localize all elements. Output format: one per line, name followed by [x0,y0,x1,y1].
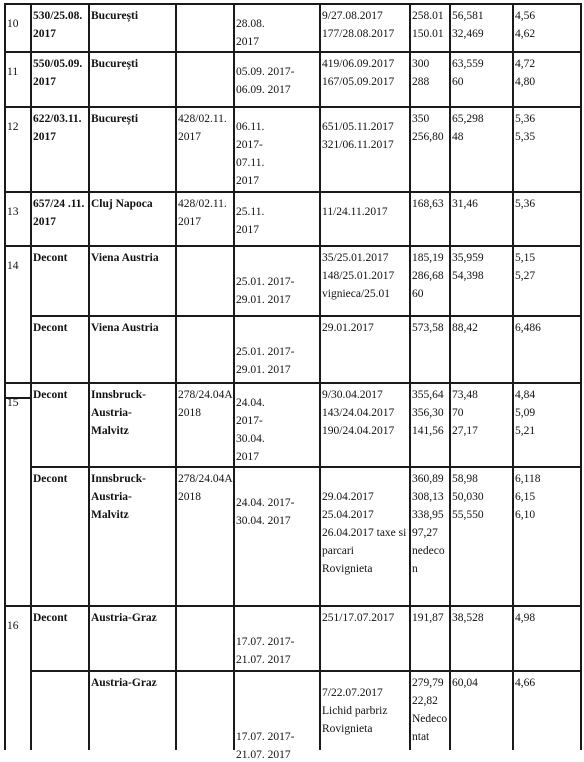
travel-period-line: 29.01. 2017 [236,294,291,306]
exchange-rate-line: 5,36 [515,113,536,125]
receipt-refs-line: 148/25.01.2017 [322,270,395,282]
exchange-rate-line: 5,36 [515,198,536,210]
order-ref-line: 428/02.11. [178,198,227,210]
travel-period-line: 2017 [236,224,259,236]
travel-period-line: 25.01. 2017- [236,346,295,358]
travel-period-line: 2017 [236,175,259,187]
amount-line: 22,82 [412,695,438,707]
receipt-refs-line: Rovignieta [322,723,373,735]
order-ref-line: 428/02.11. [178,113,227,125]
amount-line: 185,19 [412,252,444,264]
document-ref-line: 530/25.08. [33,10,83,22]
row-rule [30,315,580,317]
receipt-refs-line: 29.04.2017 [322,491,374,503]
row-number: 12 [7,121,19,133]
travel-period-line: 06.09. 2017 [236,84,291,96]
ron-value-line: 55,550 [452,509,484,521]
row-rule [4,382,580,384]
travel-period-line: 07.11. [236,157,265,169]
ron-value-line: 58,98 [452,473,478,485]
row-number: 15 [7,397,19,409]
travel-period-line: 25.11. [236,206,265,218]
amount-line: 258.01 [412,10,444,22]
receipt-refs-line: 177/28.08.2017 [322,28,395,40]
amount-line: 60 [412,288,424,300]
destination-line: București [91,58,139,70]
travel-period-line: 2017- [236,415,263,427]
destination-line: București [91,113,139,125]
exchange-rate-line: 6,486 [515,322,541,334]
order-ref-line: 278/24.04A [178,473,233,485]
row-rule [4,3,580,5]
row-rule [4,106,580,108]
row-rule [4,245,580,247]
amount-line: 355,64 [412,389,444,401]
exchange-rate-line: 5,27 [515,270,536,282]
ron-value-line: 88,42 [452,322,478,334]
receipt-refs-line: 419/06.09.2017 [322,58,395,70]
amount-line: ntat [412,731,430,743]
ron-value-line: 31,46 [452,198,478,210]
destination-line: Cluj Napoca [91,198,153,210]
order-ref-line: 278/24.04A [178,389,233,401]
ron-value-line: 56,581 [452,10,484,22]
document-ref-line: Decont [33,612,68,624]
document-ref-line: Decont [33,389,68,401]
receipt-refs-line: 143/24.04.2017 [322,407,395,419]
column-rule [580,3,582,750]
travel-period-line: 24.04. 2017- [236,497,295,509]
ron-value-line: 54,398 [452,270,484,282]
receipt-refs-line: vignieca/25.01 [322,288,391,300]
ron-value-line: 60,04 [452,677,478,689]
destination-line: Austria-Graz [91,677,157,689]
travel-period-line: 30.04. 2017 [236,515,291,527]
row-rule [30,466,580,468]
receipt-refs-line: 167/05.09.2017 [322,76,395,88]
document-ref-line: Decont [33,473,68,485]
receipt-refs-line: 25.04.2017 [322,509,374,521]
ron-value-line: 73,48 [452,389,478,401]
document-ref-line: 657/24 .11. [33,198,85,210]
exchange-rate-line: 5,15 [515,252,536,264]
destination-line: Austria-Graz [91,612,157,624]
travel-period-line: 30.04. [236,433,265,445]
destination-line: București [91,10,139,22]
column-rule [449,3,451,750]
amount-line: 288 [412,76,430,88]
amount-line: 141,56 [412,425,444,437]
receipt-refs-line: 251/17.07.2017 [322,612,395,624]
amount-line: Nedeco [412,713,448,725]
amount-line: 300 [412,58,430,70]
destination-line: Innsbruck- [91,389,146,401]
exchange-rate-line: 6,118 [515,473,541,485]
travel-period-line: 29.01. 2017 [236,364,291,376]
exchange-rate-line: 6,15 [515,491,536,503]
document-ref-line: 2017 [33,131,56,143]
exchange-rate-line: 5,35 [515,131,536,143]
order-ref-line: 2018 [178,407,201,419]
ron-value-line: 32,469 [452,28,484,40]
amount-line: 191,87 [412,612,444,624]
destination-line: Austria- [91,407,132,419]
receipt-refs-line: 9/30.04.2017 [322,389,383,401]
exchange-rate-line: 4,62 [515,28,536,40]
exchange-rate-line: 4,72 [515,58,536,70]
amount-line: 338,95 [412,509,444,521]
exchange-rate-line: 6,10 [515,509,536,521]
column-rule [409,3,411,750]
document-ref-line: 2017 [33,76,56,88]
travel-period-line: 2017 [236,451,259,463]
receipt-refs-line: 29.01.2017 [322,322,374,334]
column-rule [4,3,6,750]
receipt-refs-line: 651/05.11.2017 [322,121,394,133]
order-ref-line: 2017 [178,216,201,228]
receipt-refs-line: 9/27.08.2017 [322,10,383,22]
travel-period-line: 21.07. 2017 [236,654,291,666]
ron-value-line: 27,17 [452,425,478,437]
amount-line: 150.01 [412,28,444,40]
ron-value-line: 63,559 [452,58,484,70]
row-rule [4,605,580,607]
receipt-refs-line: 321/06.11.2017 [322,139,394,151]
destination-line: Austria- [91,491,132,503]
document-ref-line: Decont [33,322,68,334]
ron-value-line: 65,298 [452,113,484,125]
column-rule [175,3,177,750]
amount-line: nedeco [412,545,445,557]
amount-line: 350 [412,113,430,125]
row-number: 16 [7,620,19,632]
travel-period-line: 05.09. 2017- [236,66,295,78]
travel-period-line: 17.07. 2017- [236,636,295,648]
ron-value-line: 38,528 [452,612,484,624]
row-rule [30,670,580,672]
row-number: 13 [7,206,19,218]
row-rule [4,51,580,53]
amount-line: 573,58 [412,322,444,334]
amount-line: 279,79 [412,677,444,689]
exchange-rate-line: 5,21 [515,425,536,437]
receipt-refs-line: parcari [322,545,354,557]
exchange-rate-line: 4,98 [515,612,536,624]
order-ref-line: 2018 [178,491,201,503]
exchange-rate-line: 5,09 [515,407,536,419]
amount-line: 308,13 [412,491,444,503]
ron-value-line: 60 [452,76,464,88]
receipt-refs-line: Lichid parbriz [322,705,388,717]
amount-line: 256,80 [412,131,444,143]
destination-line: Viena Austria [91,322,159,334]
document-ref-line: 622/03.11. [33,113,82,125]
travel-period-line: 2017- [236,139,263,151]
column-rule [88,3,90,750]
receipt-refs-line: Rovignieta [322,563,373,575]
ron-value-line: 70 [452,407,464,419]
destination-line: Viena Austria [91,252,159,264]
travel-period-line: 28.08. [236,18,265,30]
column-rule [319,3,321,750]
column-rule [30,3,32,750]
exchange-rate-line: 4,56 [515,10,536,22]
travel-period-line: 2017 [236,36,259,48]
exchange-rate-line: 4,66 [515,677,536,689]
amount-line: 360,89 [412,473,444,485]
column-rule [512,3,514,750]
document-ref-line: 2017 [33,28,56,40]
travel-period-line: 21.07. 2017 [236,749,291,761]
travel-period-line: 06.11. [236,121,265,133]
amount-line: 286,68 [412,270,444,282]
row-number: 14 [7,260,19,272]
destination-line: Malvitz [91,425,129,437]
receipt-refs-line: 7/22.07.2017 [322,687,383,699]
destination-line: Malvitz [91,509,129,521]
receipt-refs-line: 190/24.04.2017 [322,425,395,437]
row-number: 10 [7,18,19,30]
ron-value-line: 35,959 [452,252,484,264]
travel-period-line: 17.07. 2017- [236,731,295,743]
receipt-refs-line: 11/24.11.2017 [322,206,388,218]
order-ref-line: 2017 [178,131,201,143]
ron-value-line: 48 [452,131,464,143]
exchange-rate-line: 4,84 [515,389,536,401]
column-rule [233,3,235,750]
exchange-rate-line: 4,80 [515,76,536,88]
amount-line: 97,27 [412,527,438,539]
amount-line: 168,63 [412,198,444,210]
destination-line: Innsbruck- [91,473,146,485]
row-rule [4,191,580,193]
row-number: 11 [7,66,19,78]
travel-period-line: 25.01. 2017- [236,276,295,288]
document-ref-line: Decont [33,252,68,264]
document-ref-line: 2017 [33,216,56,228]
receipt-refs-line: 26.04.2017 taxe si [322,527,407,539]
document-ref-line: 550/05.09. [33,58,83,70]
amount-line: n [412,563,418,575]
ron-value-line: 50,030 [452,491,484,503]
amount-line: 356,30 [412,407,444,419]
receipt-refs-line: 35/25.01.2017 [322,252,389,264]
travel-period-line: 24.04. [236,397,265,409]
